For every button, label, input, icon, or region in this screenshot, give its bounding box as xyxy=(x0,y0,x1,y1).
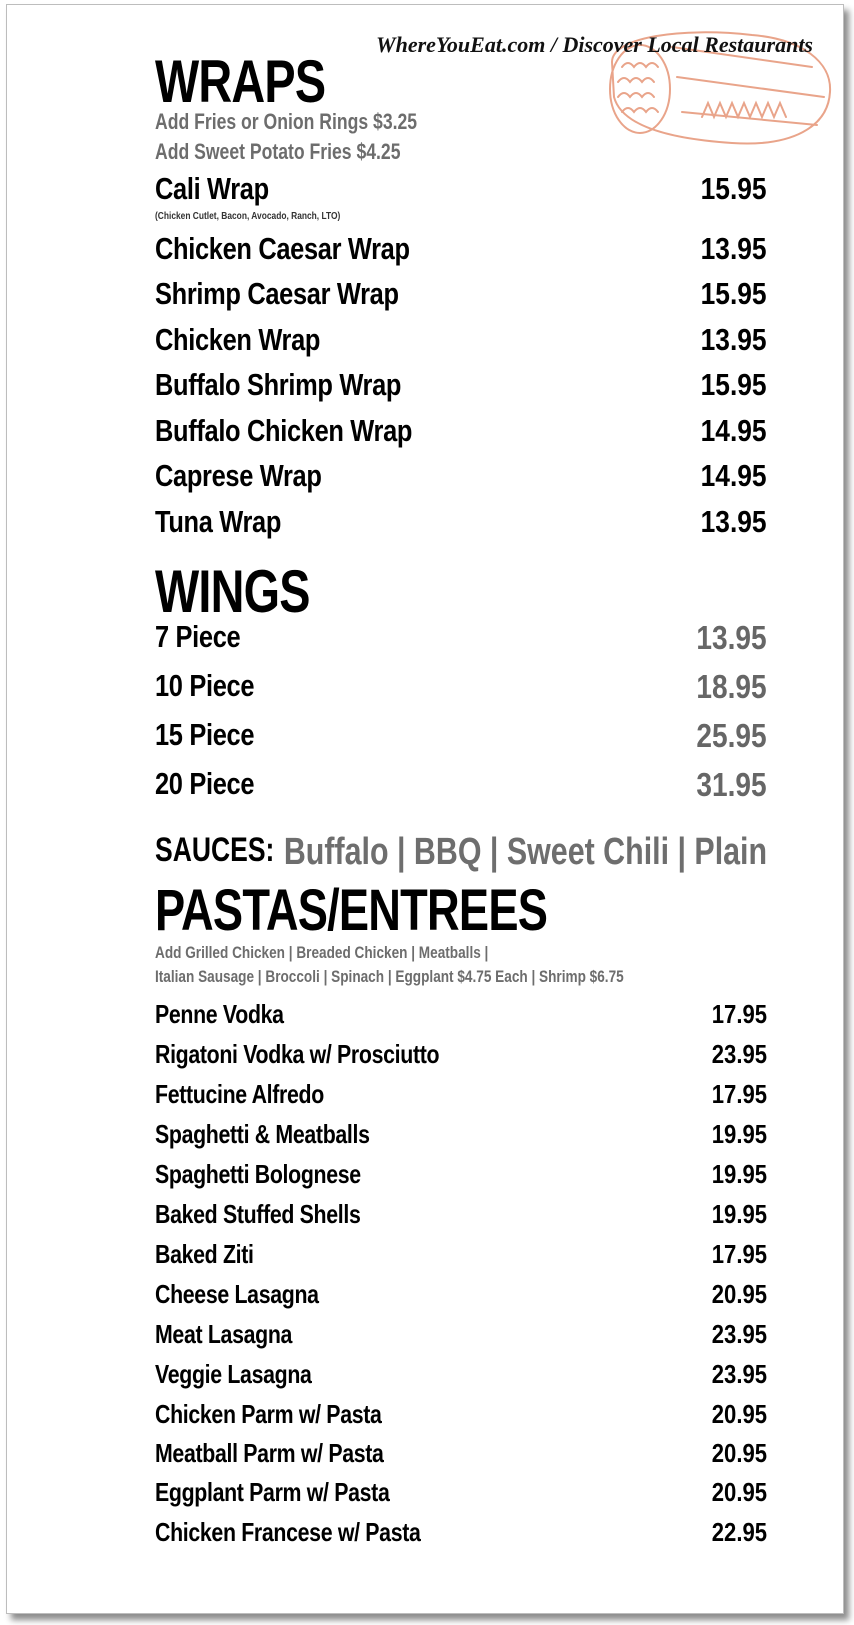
item-name: Chicken Wrap xyxy=(155,322,321,357)
menu-item xyxy=(155,1119,767,1157)
item-price: 20.95 xyxy=(711,1477,767,1507)
item-name: Shrimp Caesar Wrap xyxy=(155,276,399,311)
menu-item xyxy=(155,1399,767,1437)
item-price: 19.95 xyxy=(711,1119,767,1149)
sauces-list: Buffalo | BBQ | Sweet Chili | Plain xyxy=(283,831,767,873)
item-price: 17.95 xyxy=(711,1079,767,1109)
menu-item xyxy=(155,668,767,706)
item-name: Spaghetti & Meatballs xyxy=(155,1119,370,1149)
menu-item xyxy=(155,999,767,1037)
menu-item xyxy=(155,1517,767,1555)
menu-item xyxy=(155,413,767,451)
menu-item xyxy=(155,231,767,269)
wraps-addon-note: Add Sweet Potato Fries $4.25 xyxy=(155,139,401,164)
item-name: 15 Piece xyxy=(155,717,255,752)
pasta-addon-note: Add Grilled Chicken | Breaded Chicken | Meatballs | xyxy=(155,943,489,962)
item-name: Baked Ziti xyxy=(155,1239,254,1269)
menu-item xyxy=(155,1359,767,1397)
item-price: 13.95 xyxy=(701,231,767,266)
menu-item xyxy=(155,1079,767,1117)
item-name: 7 Piece xyxy=(155,619,241,654)
item-name: 10 Piece xyxy=(155,668,255,703)
item-name: Chicken Francese w/ Pasta xyxy=(155,1517,421,1547)
item-price: 19.95 xyxy=(711,1159,767,1189)
menu-item xyxy=(155,766,767,804)
menu-item xyxy=(155,1279,767,1317)
item-price: 13.95 xyxy=(696,619,767,656)
item-name: Cali Wrap xyxy=(155,171,269,206)
item-name: Cheese Lasagna xyxy=(155,1279,319,1309)
item-name: Meatball Parm w/ Pasta xyxy=(155,1438,384,1468)
item-name: Buffalo Chicken Wrap xyxy=(155,413,413,448)
menu-item xyxy=(155,1477,767,1515)
item-price: 23.95 xyxy=(711,1039,767,1069)
item-name: Eggplant Parm w/ Pasta xyxy=(155,1477,390,1507)
menu-item xyxy=(155,458,767,496)
menu-item xyxy=(155,276,767,314)
menu-item xyxy=(155,1438,767,1476)
item-name: Chicken Caesar Wrap xyxy=(155,231,410,266)
item-price: 14.95 xyxy=(701,413,767,448)
wraps-addon-note: Add Fries or Onion Rings $3.25 xyxy=(155,109,418,134)
item-name: Meat Lasagna xyxy=(155,1319,293,1349)
section-title-pastas: PASTAS/ENTREES xyxy=(155,878,548,943)
item-name: Rigatoni Vodka w/ Prosciutto xyxy=(155,1039,440,1069)
item-name: Spaghetti Bolognese xyxy=(155,1159,361,1189)
item-price: 20.95 xyxy=(711,1279,767,1309)
sauces-line xyxy=(155,831,767,875)
item-price: 15.95 xyxy=(701,276,767,311)
menu-item xyxy=(155,367,767,405)
item-name: Buffalo Shrimp Wrap xyxy=(155,367,402,402)
item-price: 20.95 xyxy=(711,1399,767,1429)
item-price: 15.95 xyxy=(701,171,767,206)
menu-item xyxy=(155,1199,767,1237)
item-price: 19.95 xyxy=(711,1199,767,1229)
menu-item xyxy=(155,1159,767,1197)
item-description: (Chicken Cutlet, Bacon, Avocado, Ranch, LTO) xyxy=(155,210,341,222)
item-price: 18.95 xyxy=(696,668,767,705)
item-price: 14.95 xyxy=(701,458,767,493)
item-price: 15.95 xyxy=(701,367,767,402)
item-name: Baked Stuffed Shells xyxy=(155,1199,361,1229)
sauces-label: SAUCES: xyxy=(155,831,275,869)
menu-item xyxy=(155,717,767,755)
item-price: 17.95 xyxy=(711,1239,767,1269)
site-watermark: WhereYouEat.com / Discover Local Restaurants xyxy=(376,32,813,57)
item-name: 20 Piece xyxy=(155,766,255,801)
item-price: 13.95 xyxy=(701,504,767,539)
item-name: Tuna Wrap xyxy=(155,504,282,539)
menu-item xyxy=(155,1319,767,1357)
item-price: 25.95 xyxy=(696,717,767,754)
menu-item xyxy=(155,619,767,657)
menu-page xyxy=(6,4,844,1614)
pasta-addon-note: Italian Sausage | Broccoli | Spinach | Eggplant $4.75 Each | Shrimp $6.75 xyxy=(155,967,624,986)
item-price: 22.95 xyxy=(711,1517,767,1547)
item-price: 17.95 xyxy=(711,999,767,1029)
menu-item xyxy=(155,1239,767,1277)
item-price: 23.95 xyxy=(711,1359,767,1389)
item-price: 31.95 xyxy=(696,766,767,803)
section-title-wings: WINGS xyxy=(155,558,310,625)
menu-item xyxy=(155,504,767,542)
item-price: 20.95 xyxy=(711,1438,767,1468)
menu-item xyxy=(155,322,767,360)
menu-item xyxy=(155,1039,767,1077)
item-price: 23.95 xyxy=(711,1319,767,1349)
item-name: Fettucine Alfredo xyxy=(155,1079,324,1109)
item-name: Caprese Wrap xyxy=(155,458,322,493)
section-title-wraps: WRAPS xyxy=(155,48,326,115)
item-name: Chicken Parm w/ Pasta xyxy=(155,1399,382,1429)
item-price: 13.95 xyxy=(701,322,767,357)
item-name: Veggie Lasagna xyxy=(155,1359,312,1389)
item-name: Penne Vodka xyxy=(155,999,284,1029)
menu-item xyxy=(155,171,767,209)
